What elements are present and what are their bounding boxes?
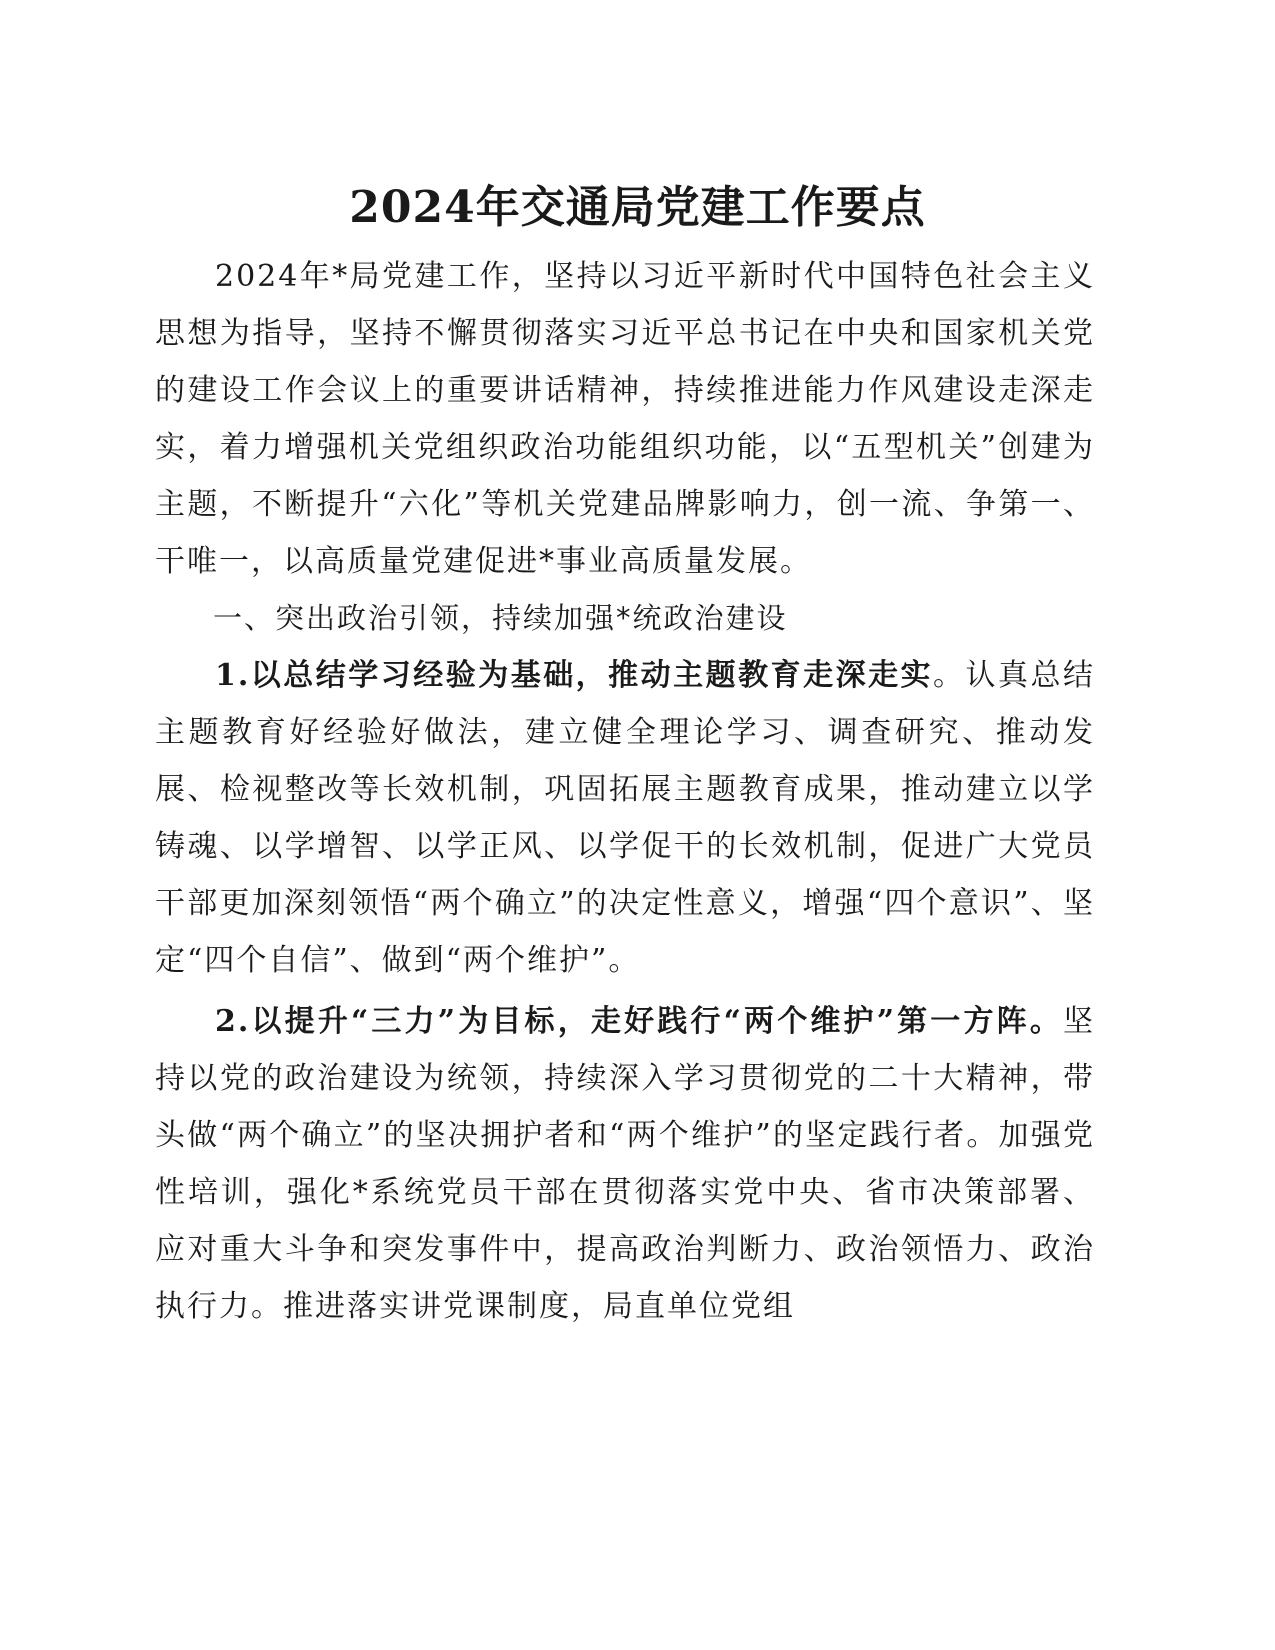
section-heading: 一、突出政治引领，持续加强*统政治建设	[213, 601, 788, 635]
document-body	[155, 248, 1095, 1335]
item-text: 坚持以党的政治建设为统领，持续深入学习贯彻党的二十大精神，带头做“两个确立”的坚决拥护者和“两个维护”的坚定践行者。加强党性培训，强化*系统党员干部在贯彻落实党中央、省市决策部署、应对重大斗争和突发事件中，提高政治判断力、政治领悟力、政治执行力。推进落实讲党课制度，局直单位党组	[155, 1004, 1095, 1324]
item-text: 。认真总结主题教育好经验好做法，建立健全理论学习、调查研究、推动发展、检视整改等长效机制，巩固拓展主题教育成果，推动建立以学铸魂、以学增智、以学正风、以学促干的长效机制，促进广大党员干部更加深刻领悟“两个确立”的决定性意义，增强“四个意识”、坚定“四个自信”、做到“两个维护”。	[155, 658, 1095, 978]
intro-paragraph: 2024年*局党建工作，坚持以习近平新时代中国特色社会主义思想为指导，坚持不懈贯彻落实习近平总书记在中央和国家机关党的建设工作会议上的重要讲话精神，持续推进能力作风建设走深走实，着力增强机关党组织政治功能组织功能，以“五型机关”创建为主题，不断提升“六化”等机关党建品牌影响力，创一流、争第一、干唯一，以高质量党建促进*事业高质量发展。	[155, 259, 1095, 579]
list-item	[155, 993, 1095, 1335]
document-title: 2024年交通局党建工作要点	[349, 182, 926, 233]
list-item	[155, 647, 1095, 989]
item-lead: 1.以总结学习经验为基础，推动主题教育走深走实	[215, 658, 934, 693]
item-lead: 2.以提升“三力”为目标，走好践行“两个维护”第一方阵。	[215, 1004, 1063, 1039]
